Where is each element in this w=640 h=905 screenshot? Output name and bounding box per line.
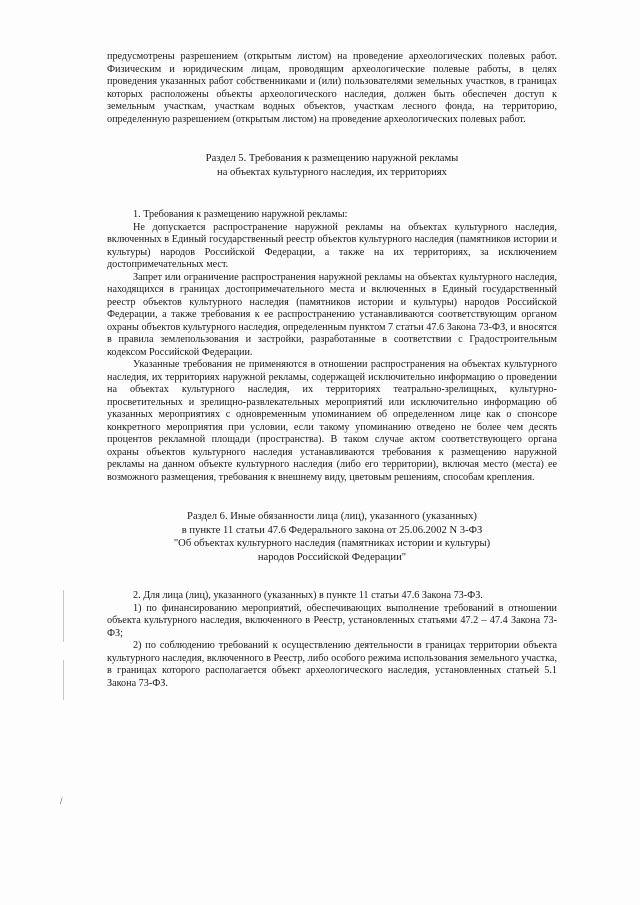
stray-pen-mark: / <box>60 796 63 806</box>
section-5-item-title: 1. Требования к размещению наружной рекламы: <box>133 209 348 220</box>
section-5-paragraph-3: Указанные требования не применяются в отношении распространения на объектах культурного наследия, их территориях наружной рекламы, содержащей исключительно информацию о проведении на объектах культурного наследия, их территориях театрально-зрелищных, культурно-просветительных и зрелищно-развлекательных мероприятий или исключительно информацию об указанных мероприятиях с одновременным упоминанием об определенном лице как о спонсоре конкретного мероприятия при условии, если такому упоминанию отведено не более чем десять процентов рекламной площади (пространства). В таком случае актом соответствующего органа охраны объектов культурного наследия устанавливаются требования к размещению наружной рекламы на данном объекте культурного наследия (либо его территории), включая место (места) ее возможного размещения, требования к внешнему виду, цветовым решениям, способам крепления. <box>107 359 557 483</box>
section-6-heading-line-4: народов Российской Федерации" <box>257 551 407 563</box>
section-5-heading <box>107 152 557 179</box>
section-5-heading-line-1: Раздел 5. Требования к размещению наружной рекламы <box>205 153 459 164</box>
section-6-item-title: 2. Для лица (лиц), указанного (указанных) в пункте 11 статьи 47.6 Закона 73-ФЗ. <box>133 590 483 601</box>
section-6-heading-line-3: "Об объектах культурного наследия (памятниках истории и культуры) <box>173 538 491 549</box>
margin-scan-mark-1 <box>63 590 64 642</box>
section-5-paragraph-1: Не допускается распространение наружной рекламы на объектах культурного наследия, включенных в Единый государственный реестр объектов культурного наследия (памятников истории и культуры) народов Российской Федерации, а также на их территориях, за исключением достопримечательных мест. <box>107 221 557 270</box>
document-body <box>107 51 557 690</box>
section-6-paragraph-2: 2) по соблюдению требований к осуществлению деятельности в границах территории объекта культурного наследия, включенного в Реестр, либо особого режима использования земельного участка, в границах которого располагается объект археологического наследия, установленных статьей 5.1 Закона 73-ФЗ. <box>107 640 557 689</box>
section-5-paragraph-2: Запрет или ограничение распространения наружной рекламы на объектах культурного наследия, находящихся в границах достопримечательного места и включенных в Единый государственный реестр объектов культурного наследия (памятников истории и культуры) народов Российской Федерации, а также требования к ее распространению устанавливаются соответствующим органом охраны объектов культурного наследия, определенным пунктом 7 статьи 47.6 Закона 73-ФЗ, и вносятся в правила землепользования и застройки, разработанные в соответствии с Градостроительным кодексом Российской Федерации. <box>107 271 557 358</box>
section-5-heading-line-2: на объектах культурного наследия, их территориях <box>217 166 447 178</box>
section-6-paragraph-1: 1) по финансированию мероприятий, обеспечивающих выполнение требований в отношении объекта культурного наследия, включенного в Реестр, установленных статьями 47.2 – 47.4 Закона 73-ФЗ; <box>107 602 557 639</box>
section-6-heading-line-1: Раздел 6. Иные обязанности лица (лиц), указанного (указанных) <box>187 511 477 522</box>
margin-scan-mark-2 <box>63 660 64 700</box>
intro-paragraph: предусмотрены разрешением (открытым листом) на проведение археологических полевых работ. Физическим и юридическим лицам, проводящим археологические полевые работы, в целях проведения указанных работ собственниками и (или) пользователями земельных участков, в границах которых расположены объекты археологического наследия, должен быть обеспечен доступ к земельным участкам, участкам водных объектов, участкам лесного фонда, на территорию, определенную разрешением (открытым листом) на проведение археологических полевых работ. <box>107 51 557 125</box>
section-6-heading-line-2: в пункте 11 статьи 47.6 Федерального закона от 25.06.2002 N 3-ФЗ <box>181 524 483 536</box>
section-6-heading <box>107 510 557 564</box>
